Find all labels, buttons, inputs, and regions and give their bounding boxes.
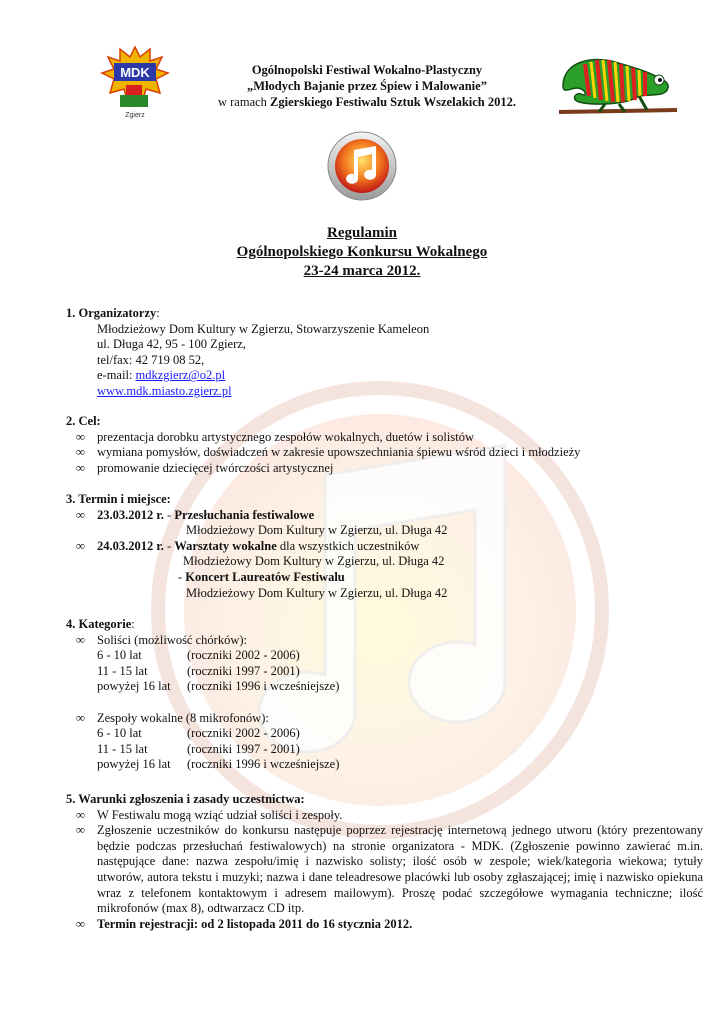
mdk-logo-sub: Zgierz: [125, 112, 145, 119]
condition-text: W Festiwalu mogą wziąć udział soliści i zespoły.: [97, 807, 343, 822]
organizer-phone: tel/fax: 42 719 08 52,: [97, 352, 205, 367]
section-2-heading: 2. Cel:: [66, 414, 101, 428]
organizer-line: Młodzieżowy Dom Kultury w Zgierzu, Stowarzyszenie Kameleon: [97, 321, 430, 336]
date-2: 24.03.2012 r.: [97, 538, 164, 553]
age-range: 6 - 10 lat: [97, 648, 142, 663]
document-title: [150, 224, 574, 281]
infinity-bullet-icon: ∞: [76, 823, 85, 838]
infinity-bullet-icon: ∞: [76, 710, 85, 725]
email-link[interactable]: mdkzgierz@o2.pl: [135, 368, 226, 383]
section-4-heading: 4. Kategorie: [66, 617, 132, 631]
place-2: Młodzieżowy Dom Kultury w Zgierzu, ul. Długa 42: [183, 554, 445, 569]
email-label: e-mail:: [97, 368, 136, 383]
mdk-logo-text: MDK: [120, 65, 150, 80]
event-3: Koncert Laureatów Festiwalu: [185, 569, 345, 584]
event-1: Przesłuchania festiwalowe: [174, 507, 315, 522]
title-line2: Ogólnopolskiego Konkursu Wokalnego: [236, 244, 488, 260]
organizer-address: ul. Długa 42, 95 - 100 Zgierz,: [97, 337, 246, 352]
list-item: [66, 823, 703, 917]
birth-years: (roczniki 1997 - 2001): [187, 663, 300, 678]
separator: -: [163, 507, 175, 522]
age-range: powyżej 16 lat: [97, 679, 171, 694]
category-row: [66, 757, 339, 773]
category-row: [66, 679, 339, 695]
place-3: Młodzieżowy Dom Kultury w Zgierzu, ul. Długa 42: [186, 585, 448, 600]
infinity-bullet-icon: ∞: [76, 445, 85, 460]
section-conditions: [66, 792, 703, 932]
list-item: [66, 633, 339, 649]
section-dates-places: [66, 492, 447, 601]
place-1: Młodzieżowy Dom Kultury w Zgierzu, ul. Długa 42: [186, 523, 448, 538]
section-5-heading: 5. Warunki zgłoszenia i zasady uczestnictwa:: [66, 792, 305, 806]
infinity-bullet-icon: ∞: [76, 460, 85, 475]
infinity-bullet-icon: ∞: [76, 538, 85, 553]
title-line3: 23-24 marca 2012.: [303, 263, 421, 279]
date-1: 23.03.2012 r.: [97, 507, 164, 522]
age-range: 6 - 10 lat: [97, 726, 142, 741]
infinity-bullet-icon: ∞: [76, 632, 85, 647]
category-row: [66, 742, 339, 758]
section-1-heading: 1. Organizatorzy: [66, 306, 157, 320]
age-range: 11 - 15 lat: [97, 741, 148, 756]
section-goals: [66, 414, 580, 476]
section-organizers: [66, 306, 429, 400]
condition-text: Zgłoszenie uczestników do konkursu następuje poprzez rejestrację internetową jednego utworu (który prezentowany będzie podczas przesłuchań festiwalowych) na stronie organizatora - MDK. (Zgłoszenie powinno zawierać m.in. następujące dane: nazwa zespołu/imię i nazwisko solisty; ilość osób w zespole; wiek/kategoria wiekowa; tytuły utworów, autora tekstu i muzyki; nazwa i dane teleadresowe placówki lub osoby zgłaszającej; imię i nazwisko opiekuna wraz z telefonem kontaktowym i adresem mailowym). Proszę podać szczegółowe wymagania techniczne; ilość mikrofonów (max 8), odtwarzacz CD itp.: [97, 823, 703, 916]
header-line3-bold: Zgierskiego Festiwalu Sztuk Wszelakich 2012.: [270, 95, 517, 109]
goal-text: wymiana pomysłów, doświadczeń w zakresie upowszechniania śpiewu wśród dzieci i młodzieży: [97, 445, 581, 460]
list-item: [66, 461, 580, 477]
birth-years: (roczniki 1996 i wcześniejsze): [187, 757, 340, 772]
list-item: [66, 508, 447, 524]
chameleon-logo: [555, 50, 680, 118]
infinity-bullet-icon: ∞: [76, 507, 85, 522]
age-range: 11 - 15 lat: [97, 663, 148, 678]
section-3-heading: 3. Termin i miejsce:: [66, 492, 171, 506]
mdk-logo: [100, 45, 170, 120]
birth-years: (roczniki 1996 i wcześniejsze): [187, 679, 340, 694]
event-2-rest: dla wszystkich uczestników: [276, 538, 420, 553]
event-2: Warsztaty wokalne: [174, 538, 277, 553]
list-item: [66, 430, 580, 446]
list-item: [66, 539, 447, 555]
list-item: [66, 711, 339, 727]
list-item: [66, 445, 580, 461]
registration-deadline: Termin rejestracji: od 2 listopada 2011 do 16 stycznia 2012.: [97, 916, 413, 931]
goal-text: promowanie dziecięcej twórczości artystycznej: [97, 460, 334, 475]
goal-text: prezentacja dorobku artystycznego zespołów wokalnych, duetów i solistów: [97, 429, 474, 444]
section-4-colon: :: [131, 617, 135, 631]
list-item: [66, 917, 703, 933]
header-line3-prefix: w ramach: [217, 95, 271, 109]
website-link[interactable]: www.mdk.miasto.zgierz.pl: [97, 383, 232, 398]
category-row: [66, 664, 339, 680]
category-row: [66, 726, 339, 742]
birth-years: (roczniki 2002 - 2006): [187, 648, 300, 663]
title-line1: Regulamin: [326, 225, 397, 241]
separator: -: [163, 538, 175, 553]
birth-years: (roczniki 2002 - 2006): [187, 726, 300, 741]
infinity-bullet-icon: ∞: [76, 916, 85, 931]
section-1-colon: :: [156, 306, 160, 320]
music-icon: [326, 130, 398, 202]
category-row: [66, 648, 339, 664]
soloists-label: Soliści (możliwość chórków):: [97, 632, 247, 647]
list-item: [66, 808, 703, 824]
section-categories: [66, 617, 339, 773]
age-range: powyżej 16 lat: [97, 757, 171, 772]
birth-years: (roczniki 1997 - 2001): [187, 741, 300, 756]
festival-header: [170, 62, 564, 110]
bands-label: Zespoły wokalne (8 mikrofonów):: [97, 710, 269, 725]
header-line2: „Młodych Bajanie przez Śpiew i Malowanie”: [247, 79, 487, 93]
header-line1: Ogólnopolski Festiwal Wokalno-Plastyczny: [251, 63, 483, 77]
infinity-bullet-icon: ∞: [76, 807, 85, 822]
separator: -: [178, 569, 186, 584]
infinity-bullet-icon: ∞: [76, 429, 85, 444]
